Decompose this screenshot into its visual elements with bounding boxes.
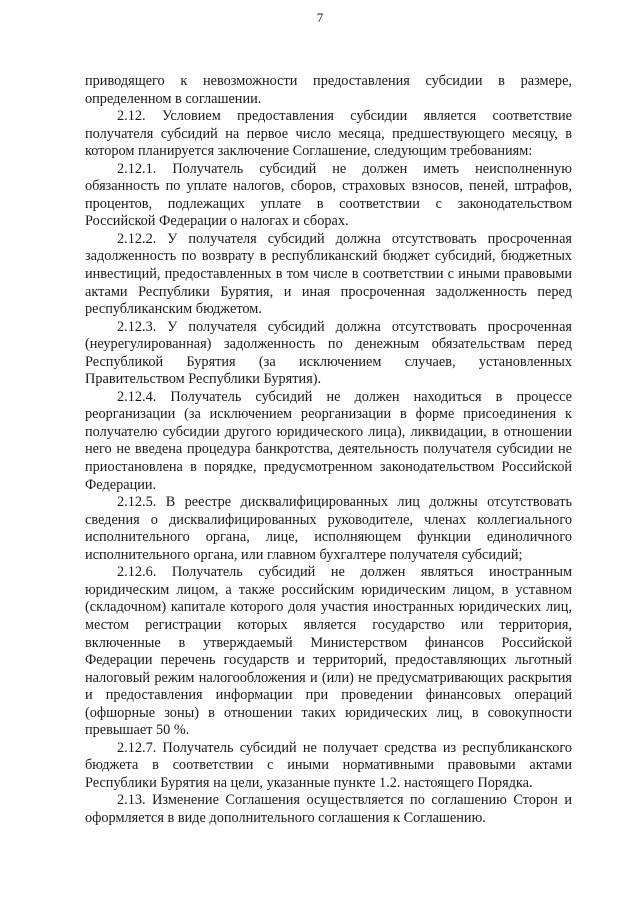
paragraph-2-13: 2.13. Изменение Соглашения осуществляется по соглашению Сторон и оформляется в виде дополнительного соглашения к Соглашению. [85,792,572,826]
paragraph-2-12-3: 2.12.3. У получателя субсидий должна отсутствовать просроченная (неурегулированная) задолженность по денежным обязательствам перед Республикой Бурятия (за исключением случаев, установленных Правительством Республики Бурятия). [85,318,572,388]
paragraph-2-12-1: 2.12.1. Получатель субсидий не должен иметь неисполненную обязанность по уплате налогов, сборов, страховых взносов, пеней, штрафов, процентов, подлежащих уплате в соответствии с законодательством Российской Федерации о налогах и сборах. [85,160,572,230]
paragraph-2-12-7: 2.12.7. Получатель субсидий не получает средства из республиканского бюджета в соответствии с иными нормативными правовыми актами Республики Бурятия на цели, указанные пункте 1.2. настоящего Порядка. [85,739,572,791]
paragraph-2-12-4: 2.12.4. Получатель субсидий не должен находиться в процессе реорганизации (за исключением реорганизации в форме присоединения к получателю субсидии другого юридического лица), ликвидации, в отношении него не введена процедура банкротства, деятельность получателя субсидии не приостановлена в порядке, предусмотренном законодательством Российской Федерации. [85,388,572,493]
paragraph-2-12-2: 2.12.2. У получателя субсидий должна отсутствовать просроченная задолженность по возврату в республиканский бюджет субсидий, бюджетных инвестиций, предоставленных в том числе в соответствии с иными правовыми актами Республики Бурятия, и иная просроченная задолженность перед республиканским бюджетом. [85,230,572,318]
paragraph-2-12: 2.12. Условием предоставления субсидии является соответствие получателя субсидий на первое число месяца, предшествующего месяцу, в котором планируется заключение Соглашение, следующим требованиям: [85,108,572,160]
paragraph-2-12-6: 2.12.6. Получатель субсидий не должен являться иностранным юридическим лицом, а также российским юридическим лицом, в уставном (складочном) капитале которого доля участия иностранных юридических лиц, местом регистрации которых является государство или территория, включенные в утверждаемый Министерством финансов Российской Федерации перечень государств и территорий, предоставляющих льготный налоговый режим налогообложения и (или) не предусматривающих раскрытия и предоставления информации при проведении финансовых операций (офшорные зоны) в отношении таких юридических лиц, в совокупности превышает 50 %. [85,564,572,739]
page-number: 7 [316,10,324,25]
document-body [85,73,572,828]
paragraph-continuation: приводящего к невозможности предоставления субсидии в размере, определенном в соглашении. [85,73,572,107]
paragraph-2-12-5: 2.12.5. В реестре дисквалифицированных лиц должны отсутствовать сведения о дисквалифицированных руководителе, членах коллегиального исполнительного органа, лице, исполняющем функции единоличного исполнительного органа, или главном бухгалтере получателя субсидий; [85,494,572,563]
